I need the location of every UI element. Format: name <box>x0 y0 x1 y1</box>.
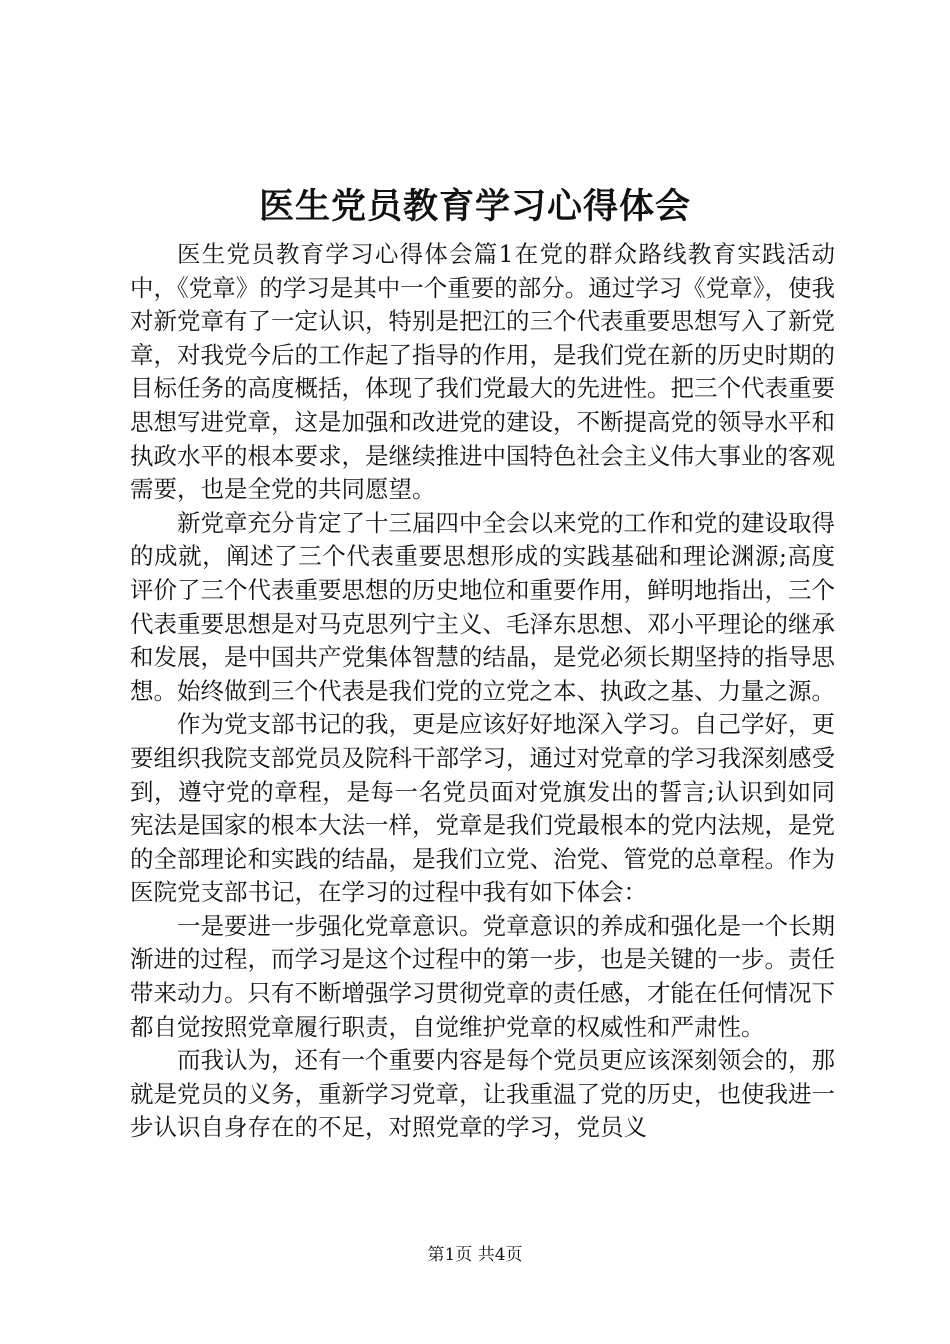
document-body <box>130 238 835 1145</box>
page-title: 医生党员教育学习心得体会 <box>258 186 691 227</box>
page-footer: 第1页 共4页 <box>427 1245 523 1265</box>
paragraph-4: 一是要进一步强化党章意识。党章意识的养成和强化是一个长期渐进的过程，而学习是这个过程中的第一步，也是关键的一步。责任带来动力。只有不断增强学习贯彻党章的责任感，才能在任何情况下都自觉按照党章履行职责，自觉维护党章的权威性和严肃性。 <box>130 911 835 1041</box>
paragraph-1: 医生党员教育学习心得体会篇1在党的群众路线教育实践活动中，《党章》的学习是其中一个重要的部分。通过学习《党章》，使我对新党章有了一定认识，特别是把江的三个代表重要思想写入了新党章，对我党今后的工作起了指导的作用，是我们党在新的历史时期的目标任务的高度概括，体现了我们党最大的先进性。把三个代表重要思想写进党章，这是加强和改进党的建设，不断提高党的领导水平和执政水平的根本要求，是继续推进中国特色社会主义伟大事业的客观需要，也是全党的共同愿望。 <box>130 240 835 504</box>
paragraph-5: 而我认为，还有一个重要内容是每个党员更应该深刻领会的，那就是党员的义务，重新学习党章，让我重温了党的历史，也使我进一步认识自身存在的不足，对照党章的学习，党员义 <box>130 1046 835 1142</box>
paragraph-2: 新党章充分肯定了十三届四中全会以来党的工作和党的建设取得的成就，阐述了三个代表重要思想形成的实践基础和理论渊源;高度评价了三个代表重要思想的历史地位和重要作用，鲜明地指出，三个代表重要思想是对马克思列宁主义、毛泽东思想、邓小平理论的继承和发展，是中国共产党集体智慧的结晶，是党必须长期坚持的指导思想。始终做到三个代表是我们党的立党之本、执政之基、力量之源。 <box>130 508 835 705</box>
paragraph-3: 作为党支部书记的我，更是应该好好地深入学习。自己学好，更要组织我院支部党员及院科干部学习，通过对党章的学习我深刻感受到，遵守党的章程，是每一名党员面对党旗发出的誓言;认识到如同宪法是国家的根本大法一样，党章是我们党最根本的党内法规，是党的全部理论和实践的结晶，是我们立党、治党、管党的总章程。作为医院党支部书记，在学习的过程中我有如下体会： <box>130 710 835 907</box>
